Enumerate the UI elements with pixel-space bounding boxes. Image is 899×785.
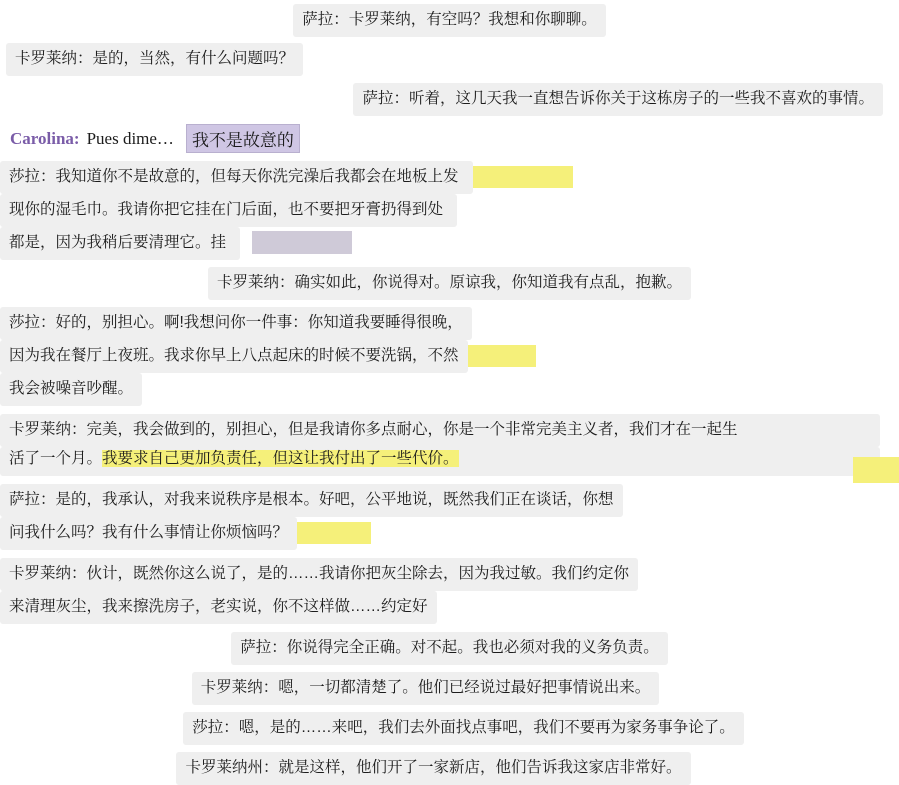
highlighted-text: 我要求自己更加负责任，但这让我付出了一些代价。 [102,450,459,468]
message-bubble: 现你的湿毛巾。我请你把它挂在门后面，也不要把牙膏扔得到处 [0,194,457,227]
message-bubble: 卡罗莱纳：确实如此，你说得对。原谅我，你知道我有点乱，抱歉。 [208,267,691,300]
message-bubble: 萨拉：听着，这几天我一直想告诉你关于这栋房子的一些我不喜欢的事情。 [353,83,883,116]
conversation-transcript [0,4,899,777]
highlight-mark-edge [853,457,899,483]
message-block [0,484,899,550]
highlight-mark [468,345,536,367]
highlight-mark-grey [252,231,352,254]
message-row [0,517,899,550]
highlight-mark [473,166,573,188]
message-bubble: 卡罗莱纳：伙计，既然你这么说了，是的……我请你把灰尘除去，因为我过敏。我们约定你 [0,558,638,591]
message-row [0,307,899,340]
message-row [0,227,899,260]
highlight-mark [297,522,371,544]
message-bubble: 卡罗莱纳：嗯，一切都清楚了。他们已经说过最好把事情说出来。 [192,672,660,705]
message-row [0,414,899,447]
speaker-label-carolina: Carolina: [10,128,80,148]
message-row [0,672,899,705]
message-row [0,712,899,745]
message-bubble: 来清理灰尘，我来擦洗房子，老实说，你不这样做……约定好 [0,591,437,624]
message-row [0,447,899,476]
message-row [0,340,899,373]
message-block [0,307,899,406]
message-row-spanish [0,124,899,153]
message-bubble: 萨拉：是的，我承认，对我来说秩序是根本。好吧，公平地说，既然我们正在谈话，你想 [0,484,623,517]
highlighted-chinese-note: 我不是故意的 [186,124,300,153]
message-row [0,752,899,785]
message-row [0,161,899,194]
message-bubble [0,447,880,476]
message-row [0,373,899,406]
message-block [0,161,899,260]
message-row [0,4,899,37]
message-bubble: 卡罗莱纳州：就是这样，他们开了一家新店，他们告诉我这家店非常好。 [176,752,690,785]
message-bubble: 我会被噪音吵醒。 [0,373,142,406]
message-bubble: 萨拉：卡罗莱纳，有空吗？我想和你聊聊。 [293,4,606,37]
message-row [0,83,899,116]
message-row [0,484,899,517]
message-bubble: 都是，因为我稍后要清理它。挂 [0,227,240,260]
message-bubble: 莎拉：嗯，是的……来吧，我们去外面找点事吧，我们不要再为家务事争论了。 [183,712,744,745]
message-block [0,558,899,624]
message-row [0,558,899,591]
plain-text: 活了一个月。 [9,450,103,468]
message-bubble: 萨拉：你说得完全正确。对不起。我也必须对我的义务负责。 [231,632,668,665]
message-row [0,194,899,227]
message-bubble: 莎拉：好的，别担心。啊!我想问你一件事：你知道我要睡得很晚， [0,307,472,340]
message-bubble: 卡罗莱纳：是的，当然，有什么问题吗？ [6,43,303,76]
spanish-text: Pues dime… [86,128,174,148]
message-row [0,267,899,300]
message-block [0,414,899,476]
message-row [0,591,899,624]
message-bubble: 因为我在餐厅上夜班。我求你早上八点起床的时候不要洗锅，不然 [0,340,468,373]
message-row [0,43,899,76]
message-bubble: 莎拉：我知道你不是故意的，但每天你洗完澡后我都会在地板上发 [0,161,473,194]
message-bubble: 卡罗莱纳：完美，我会做到的，别担心，但是我请你多点耐心，你是一个非常完美主义者，我们才在一起生 [0,414,880,447]
message-bubble: 问我什么吗？我有什么事情让你烦恼吗？ [0,517,297,550]
